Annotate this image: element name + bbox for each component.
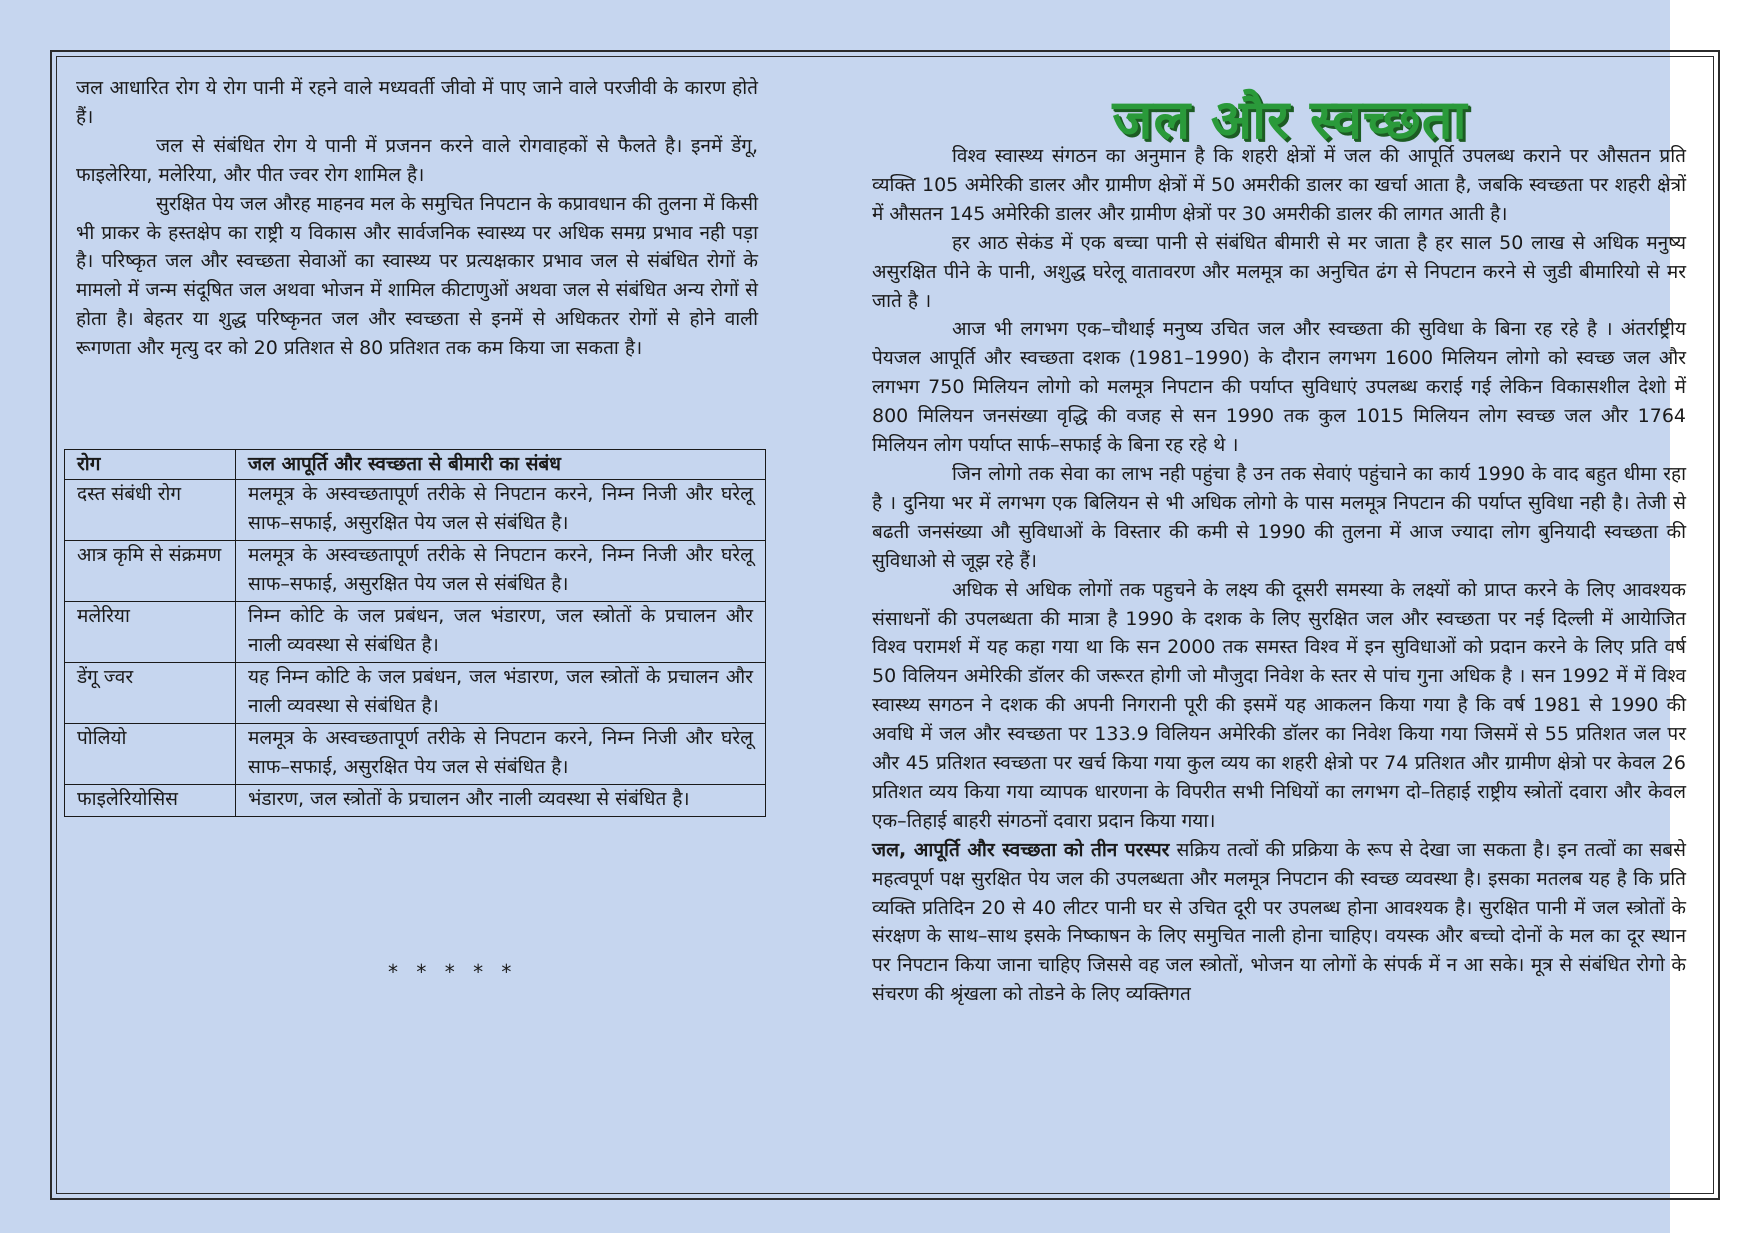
table-row: [65, 480, 766, 541]
right-paragraph-3: आज भी लगभग एक–चौथाई मनुष्य उचित जल और स्वच्छता की सुविधा के बिना रह रहे है । अंतर्राष्ट्रीय पेयजल आपूर्ति और स्वच्छता दशक (1981–1990) के दौरान लगभग 1600 मिलियन लोगो को स्वच्छ जल और लगभग 750 मिलियन लोगो को मलमूत्र निपटान की पर्याप्त सुविधाएं उपलब्ध कराई गई लेकिन विकासशील देशो में 800 मिलियन जनसंख्या वृद्धि की वजह से सन 1990 तक कुल 1015 मिलियन लोग स्वच्छ जल और 1764 मिलियन लोग पर्याप्त सार्फ–सफाई के बिना रह रहे थे ।: [872, 318, 1686, 457]
left-paragraph-2: जल से संबंधित रोग ये पानी में प्रजनन करने वाले रोगवाहकों से फैलते है। इनमें डेंगू, फाइलेरिया, मलेरिया, और पीत ज्वर रोग शामिल है।: [76, 134, 758, 186]
right-paragraph-1: विश्व स्वास्थ्य संगठन का अनुमान है कि शहरी क्षेत्रों में जल की आपूर्ति उपलब्ध कराने पर औसतन प्रति व्यक्ति 105 अमेरिकी डालर और ग्रामीण क्षेत्रों में 50 अमरीकी डालर का खर्चा आता है, जबकि स्वच्छता पर शहरी क्षेत्रों में औसतन 145 अमेरिकी डालर और ग्रामीण क्षेत्रों पर 30 अमरीकी डालर की लागत आती है।: [872, 145, 1686, 225]
right-paragraph-6: [872, 836, 1686, 1009]
left-paragraph-3: सुरक्षित पेय जल औरह माहनव मल के समुचित निपटान के कप्रावधान की तुलना में किसी भी प्राकर के हस्तक्षेप का राष्ट्री य विकास और सार्वजनिक स्वास्थ्य पर अधिक समग्र प्रभाव नही पड़ा है। परिष्कृत जल और स्वच्छता सेवाओं का स्वास्थ्य पर प्रत्यक्षकार प्रभाव जल से संबंधित रोगों के मामलो में जन्म संदूषित जल अथवा भोजन में शामिल कीटाणुओं अथवा जल से संबंधित अन्य रोगों से होता है। बेहतर या शुद्ध परिष्कृनत जल और स्वच्छता से इनमें से अधिकतर रोगों से होने वाली रूगणता और मृत्यु दर को 20 प्रतिशत से 80 प्रतिशत तक कम किया जा सकता है।: [76, 192, 758, 360]
table-cell-relation: भंडारण, जल स्त्रोतों के प्रचालन और नाली व्यवस्था से संबंधित है।: [236, 785, 766, 817]
left-paragraph-1: जल आधारित रोग ये रोग पानी में रहने वाले मध्यवर्ती जीवो में पाए जाने वाले परजीवी के कारण होते हैं।: [76, 77, 758, 128]
table-cell-relation: मलमूत्र के अस्वच्छतापूर्ण तरीके से निपटान करने, निम्न निजी और घरेलू साफ–सफाई, असुरक्षित पेय जल से संबंधित है।: [236, 480, 766, 541]
table-row: [65, 724, 766, 785]
table-cell-disease: आत्र कृमि से संक्रमण: [65, 541, 236, 602]
page-title: जल और स्वच्छता: [1112, 88, 1468, 151]
paragraph-continuation: सक्रिय तत्वों की प्रक्रिया के रूप से देखा जा सकता है। इन तत्वों का सबसे महत्वपूर्ण पक्ष सुरक्षित पेय जल की उपलब्धता और मलमूत्र निपटान की स्वच्छ व्यवस्था है। इसका मतलब यह है कि प्रति व्यक्ति प्रतिदिन 20 से 40 लीटर पानी घर से उचित दूरी पर उपलब्ध होना आवश्यक है। सुरक्षित पानी में जल स्त्रोतों के संरक्षण के साथ–साथ इसके निष्काषन के लिए समुचित नाली होना चाहिए। वयस्क और बच्चो दोनों के मल का दूर स्थान पर निपटान किया जाना चाहिए जिससे वह जल स्त्रोतों, भोजन या लोगों के संपर्क में न आ सके। मूत्र से संबंधित रोगो के संचरण की श्रृंखला को तोडने के लिए व्यक्तिगत: [872, 838, 1686, 1006]
right-paragraph-5: अधिक से अधिक लोगों तक पहुचने के लक्ष्य की दूसरी समस्या के लक्ष्यों को प्राप्त करने के लिए आवश्यक संसाधनों की उपलब्धता की मात्रा है 1990 के दशक के लिए सुरक्षित जल और स्वच्छता पर नई दिल्ली में आयेाजित विश्व परामर्श में यह कहा गया था कि सन 2000 तक समस्त विश्व में इन सुविधाओं को प्रदान करने के लिए प्रति वर्ष 50 विलियन अमेरिकी डॉलर की जरूरत होगी जो मौजुदा निवेश के स्तर से पांच गुना अधिक है । सन 1992 में में विश्व स्वास्थ्य सगठन ने दशक की अपनी निगरानी पूरी की इसमें यह आकलन किया गया है कि वर्ष 1981 से 1990 की अवधि में जल और स्वच्छता पर 133.9 विलियन अमेरिकी डॉलर का निवेश किया गया जिसमें से 55 प्रतिशत जल पर और 45 प्रतिशत स्वच्छता पर खर्च किया गया कुल व्यय का शहरी क्षेत्रो पर 74 प्रतिशत और ग्रामीण क्षेत्रो पर केवल 26 प्रतिशत व्यय किया गया व्यापक धारणना के विपरीत सभी निधियों का लगभग दो–तिहाई राष्ट्रीय स्त्रोतों दवारा और केवल एक–तिहाई बाहरी संगठनों दवारा प्रदान किया गया।: [872, 578, 1686, 832]
disease-relation-table: [64, 449, 766, 817]
table-row: [65, 541, 766, 602]
table-cell-relation: मलमूत्र के अस्वच्छतापूर्ण तरीके से निपटान करने, निम्न निजी और घरेलू साफ–सफाई, असुरक्षित पेय जल से संबंधित है।: [236, 724, 766, 785]
right-paragraph-4: जिन लोगो तक सेवा का लाभ नही पहुंचा है उन तक सेवाएं पहुंचाने का कार्य 1990 के वाद बहुत धीमा रहा है । दुनिया भर में लगभग एक बिलियन से भी अधिक लोगो के पास मलमूत्र निपटान की पर्याप्त सुविधा नही है। तेजी से बढती जनसंख्या औ सुविधाओं के विस्तार की कमी से 1990 की तुलना में आज ज्यादा लोग बुनियादी स्वच्छता की सुविधाओ से जूझ रहे हैं।: [872, 462, 1686, 572]
right-column: [872, 142, 1686, 1009]
left-column: [76, 74, 758, 363]
table-cell-disease: फाइलेरियोसिस: [65, 785, 236, 817]
table-cell-relation: मलमूत्र के अस्वच्छतापूर्ण तरीके से निपटान करने, निम्न निजी और घरेलू साफ–सफाई, असुरक्षित पेय जल से संबंधित है।: [236, 541, 766, 602]
table-row: [65, 785, 766, 817]
table-cell-disease: पोलियो: [65, 724, 236, 785]
table-cell-relation: यह निम्न कोटि के जल प्रबंधन, जल भंडारण, जल स्त्रोतों के प्रचालन और नाली व्यवस्था से संबंधित है।: [236, 663, 766, 724]
table-cell-disease: डेंगू ज्वर: [65, 663, 236, 724]
bold-lead-phrase: जल, आपूर्ति और स्वच्छता को तीन परस्पर: [872, 838, 1170, 861]
table-header-disease: रोग: [65, 450, 236, 480]
table-cell-relation: निम्न कोटि के जल प्रबंधन, जल भंडारण, जल स्त्रोतों के प्रचालन और नाली व्यवस्था से संबंधित है।: [236, 602, 766, 663]
table-header-relation: जल आपूर्ति और स्वच्छता से बीमारी का संबंध: [236, 450, 766, 480]
table-row: [65, 602, 766, 663]
table-cell-disease: मलेरिया: [65, 602, 236, 663]
table-header-row: [65, 450, 766, 480]
table-cell-disease: दस्त संबंधी रोग: [65, 480, 236, 541]
section-end-mark: * * * * *: [388, 960, 518, 984]
table-row: [65, 663, 766, 724]
right-paragraph-2: हर आठ सेकंड में एक बच्चा पानी से संबंधित बीमारी से मर जाता है हर साल 50 लाख से अधिक मनुष्य असुरक्षित पीने के पानी, अशुद्ध घरेलू वातावरण और मलमूत्र का अनुचित ढंग से निपटान करने से जुडी बीमारियो से मर जाते है ।: [872, 231, 1686, 312]
